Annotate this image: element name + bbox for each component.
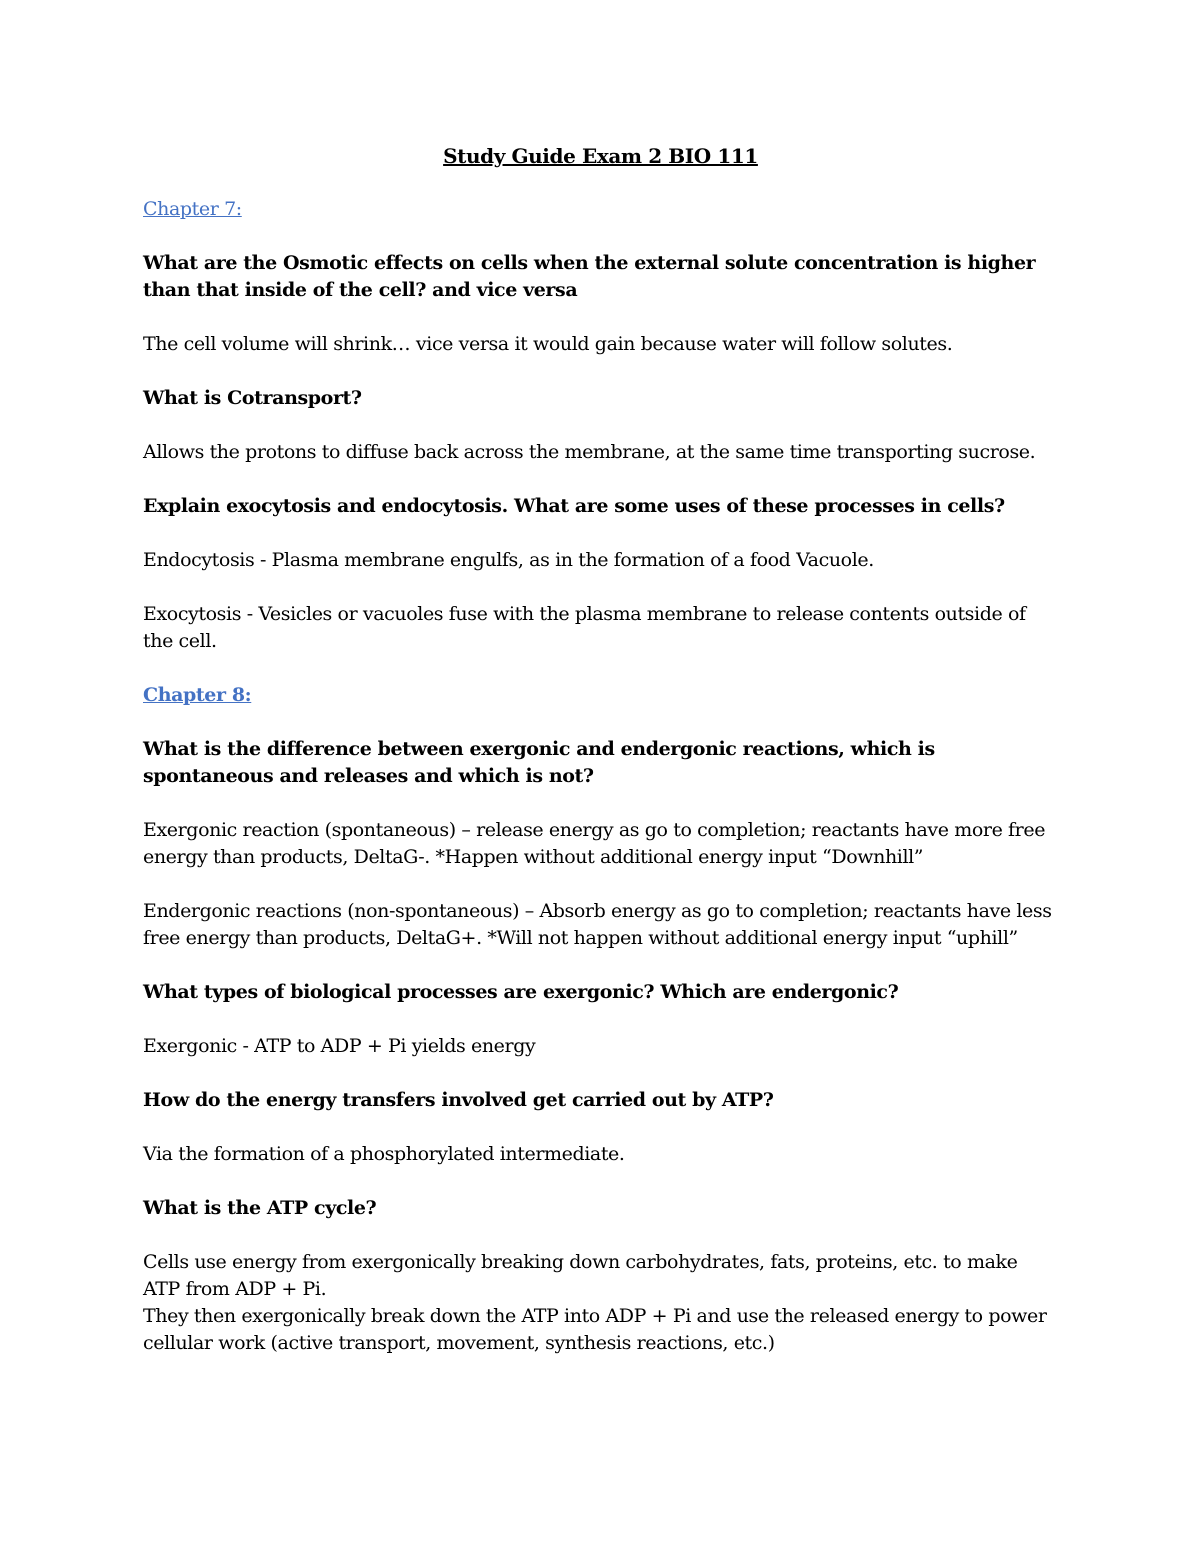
answer-osmotic-effects: The cell volume will shrink… vice versa it would gain because water will follow solutes. [143, 333, 953, 355]
question-exergonic-endergonic: What is the difference between exergonic and endergonic reactions, which is spontaneous and releases and which is not? [143, 738, 935, 787]
answer-biological-processes: Exergonic - ATP to ADP + Pi yields energy [143, 1035, 536, 1057]
document-content [143, 143, 1058, 1384]
answer-exergonic-reaction: Exergonic reaction (spontaneous) – release energy as go to completion; reactants have more free energy than products, DeltaG-. *Happen without additional energy input “Downhill” [143, 819, 1046, 868]
question-exo-endocytosis: Explain exocytosis and endocytosis. What are some uses of these processes in cells? [143, 495, 1005, 517]
document-title: Study Guide Exam 2 BIO 111 [443, 144, 758, 168]
answer-atp-cycle-part-2: They then exergonically break down the ATP into ADP + Pi and use the released energy to power cellular work (active transport, movement, synthesis reactions, etc.) [143, 1305, 1047, 1354]
answer-cotransport: Allows the protons to diffuse back across the membrane, at the same time transporting sucrose. [143, 441, 1036, 463]
answer-atp-energy-transfer: Via the formation of a phosphorylated intermediate. [143, 1143, 625, 1165]
answer-endergonic-reaction: Endergonic reactions (non-spontaneous) – Absorb energy as go to completion; reactants have less free energy than products, DeltaG+. *Will not happen without additional energy input “uphill” [143, 900, 1052, 949]
chapter-8-section [143, 682, 1058, 1357]
chapter-8-heading: Chapter 8: [143, 684, 252, 706]
question-atp-energy-transfer: How do the energy transfers involved get carried out by ATP? [143, 1089, 774, 1111]
question-osmotic-effects: What are the Osmotic effects on cells when the external solute concentration is higher than that inside of the cell? and vice versa [143, 252, 1036, 301]
answer-exocytosis: Exocytosis - Vesicles or vacuoles fuse with the plasma membrane to release contents outside of the cell. [143, 603, 1026, 652]
question-cotransport: What is Cotransport? [143, 387, 362, 409]
chapter-7-heading: Chapter 7: [143, 198, 242, 220]
answer-atp-cycle-part-1: Cells use energy from exergonically breaking down carbohydrates, fats, proteins, etc. to make ATP from ADP + Pi. [143, 1251, 1018, 1300]
answer-endocytosis: Endocytosis - Plasma membrane engulfs, as in the formation of a food Vacuole. [143, 549, 874, 571]
chapter-7-section [143, 196, 1058, 655]
question-biological-processes: What types of biological processes are exergonic? Which are endergonic? [143, 981, 899, 1003]
question-atp-cycle: What is the ATP cycle? [143, 1197, 377, 1219]
